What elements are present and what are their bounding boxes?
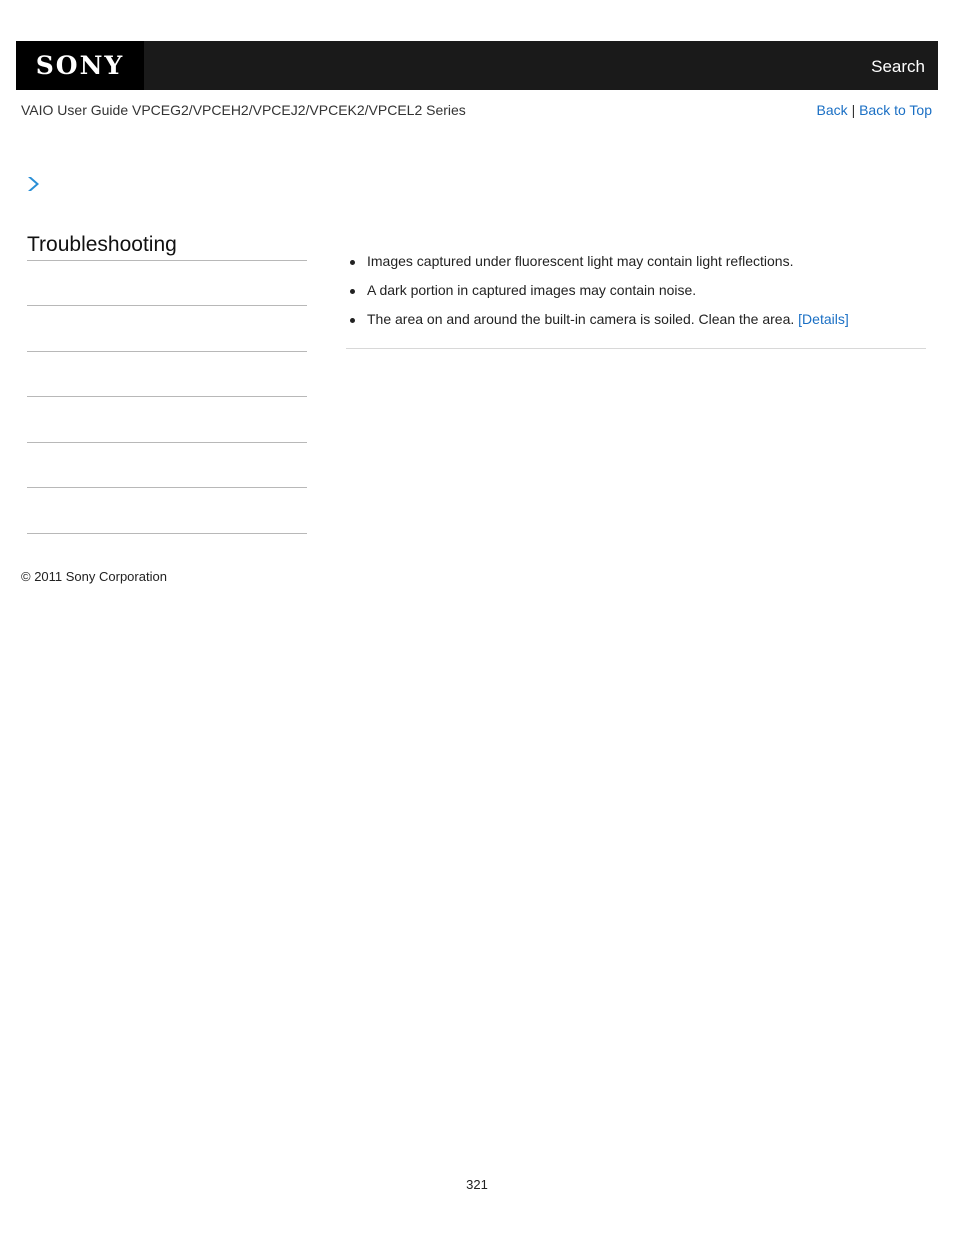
guide-title: VAIO User Guide VPCEG2/VPCEH2/VPCEJ2/VPCEK2/VPCEL2 Series (21, 102, 466, 118)
sidebar-title: Troubleshooting (27, 233, 177, 256)
breadcrumb-chevron-icon[interactable] (26, 176, 40, 192)
bullet-icon (350, 289, 355, 294)
sidebar-divider (27, 260, 307, 261)
sidebar-divider (27, 533, 307, 534)
top-navigation (817, 102, 932, 118)
logo-text: SONY (35, 51, 125, 80)
content-divider (346, 348, 926, 349)
page-number: 321 (466, 1177, 488, 1192)
list-item (347, 282, 849, 311)
sidebar-divider (27, 351, 307, 352)
back-to-top-link[interactable]: Back to Top (859, 102, 932, 118)
details-link[interactable]: [Details] (798, 311, 849, 327)
list-item-text: Images captured under fluorescent light may contain light reflections. (367, 253, 794, 269)
search-button[interactable]: Search (871, 57, 925, 76)
list-item-text: The area on and around the built-in camera is soiled. Clean the area. (367, 311, 795, 327)
sidebar-divider (27, 487, 307, 488)
nav-separator: | (851, 102, 856, 118)
sony-logo[interactable] (16, 41, 144, 90)
sidebar-divider (27, 305, 307, 306)
copyright-text: © 2011 Sony Corporation (21, 569, 167, 584)
sidebar-divider (27, 396, 307, 397)
back-link[interactable]: Back (816, 102, 848, 118)
list-item (347, 253, 849, 282)
header-bar (16, 41, 938, 90)
cause-list (347, 253, 849, 340)
sidebar-divider (27, 442, 307, 443)
list-item-text: A dark portion in captured images may contain noise. (367, 282, 697, 298)
list-item (347, 311, 849, 340)
bullet-icon (350, 318, 355, 323)
bullet-icon (350, 260, 355, 265)
